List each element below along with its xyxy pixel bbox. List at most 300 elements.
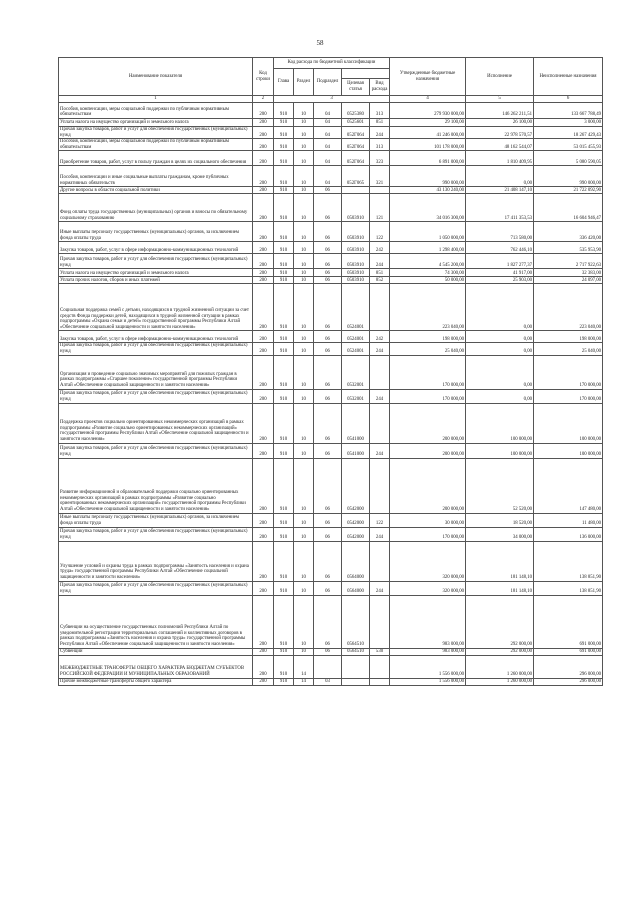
row-remaining: 336 420,00 [534,222,603,242]
row-executed: 41 917,00 [466,269,534,277]
row-name: Прочая закупка товаров, работ и услуг для обеспечения государственных (муниципальных) нужд [59,127,253,139]
row-expense-type: 242 [370,242,390,254]
row-target-article: 052Г064 [342,127,370,139]
row-podrazdel: 06 [314,648,342,655]
row-remaining: 296 000,00 [534,678,603,685]
row-executed: 0,00 [466,284,534,331]
row-remaining: 136 000,00 [534,527,603,541]
table-row [59,331,603,343]
row-podrazdel: 06 [314,541,342,581]
row-target-article: 0525601 [342,119,370,127]
row-target-article: 0532001 [342,355,370,389]
row-executed: 0,00 [466,389,534,403]
row-remaining: 53 015 455,93 [534,139,603,151]
row-name: Субвенции [59,648,253,655]
row-line-code: 200 [253,242,274,254]
row-name: Прочая закупка товаров, работ и услуг для обеспечения государственных (муниципальных) нужд [59,581,253,595]
row-expense-type [370,595,390,648]
row-line-code: 200 [253,648,274,655]
row-executed: 52 520,00 [466,458,534,513]
table-row [59,242,603,254]
row-remaining: 170 000,00 [534,389,603,403]
row-razdel: 10 [294,284,314,331]
row-name: Другие вопросы в области социальной политики [59,187,253,194]
row-executed: 1 827 277,37 [466,254,534,269]
row-razdel: 14 [294,655,314,678]
table-row [59,513,603,527]
row-podrazdel: 06 [314,222,342,242]
row-remaining: 21 722 092,90 [534,187,603,194]
row-expense-type [370,403,390,443]
row-executed: 0,00 [466,343,534,355]
row-approved: 1 050 000,00 [390,222,466,242]
row-line-code: 200 [253,139,274,151]
row-remaining: 535 953,90 [534,242,603,254]
row-remaining: 138 851,90 [534,581,603,595]
row-approved: 200 000,00 [390,403,466,443]
row-remaining: 296 000,00 [534,655,603,678]
budget-report-table [58,57,603,686]
row-executed: 17 411 353,53 [466,194,534,222]
row-razdel: 10 [294,119,314,127]
row-glava: 910 [274,458,294,513]
row-approved: 320 000,00 [390,541,466,581]
row-razdel: 10 [294,222,314,242]
row-expense-type: 122 [370,222,390,242]
row-expense-type: 851 [370,269,390,277]
row-executed: 0,00 [466,166,534,187]
row-executed: 1 260 000,00 [466,655,534,678]
row-target-article: 0542000 [342,513,370,527]
row-approved: 101 178 000,00 [390,139,466,151]
row-target-article: 0503910 [342,277,370,284]
row-expense-type: 244 [370,527,390,541]
row-name: Приобретение товаров, работ, услуг в пользу граждан в целях их социального обеспечения [59,151,253,166]
row-line-code: 200 [253,127,274,139]
header-glava: Глава [274,69,294,96]
row-razdel: 10 [294,513,314,527]
row-line-code: 200 [253,678,274,685]
row-executed: 1 810 409,95 [466,151,534,166]
row-approved: 170 000,00 [390,355,466,389]
row-glava: 910 [274,648,294,655]
row-line-code: 200 [253,166,274,187]
row-approved: 50 000,00 [390,277,466,284]
row-expense-type: 321 [370,166,390,187]
row-target-article: 0524001 [342,343,370,355]
row-podrazdel: 06 [314,254,342,269]
row-podrazdel: 06 [314,443,342,458]
row-line-code: 200 [253,222,274,242]
row-name: Фонд оплаты труда государственных (муниципальных) органов и взносы по обязательному социальному страхованию [59,194,253,222]
row-remaining: 3 000,00 [534,119,603,127]
row-glava: 910 [274,527,294,541]
row-razdel: 10 [294,343,314,355]
row-line-code: 200 [253,194,274,222]
column-index-row: 1 2 3 4 5 6 [59,96,603,103]
row-glava: 910 [274,678,294,685]
row-razdel: 14 [294,678,314,685]
row-glava: 910 [274,139,294,151]
row-remaining: 138 851,90 [534,541,603,581]
row-line-code: 200 [253,269,274,277]
row-remaining: 18 267 429,43 [534,127,603,139]
row-razdel: 10 [294,458,314,513]
row-line-code: 200 [253,403,274,443]
row-razdel: 10 [294,103,314,119]
row-name: Развитие информационной и образовательной поддержки социально ориентированных некоммерческих организаций в рамках подпрограммы «Развитие социально ориентированных некоммерческих организаций» государственной программы Республики Алтай «Обеспечение социальной защищенности и занятости населения» [59,458,253,513]
row-approved: 200 000,00 [390,458,466,513]
row-expense-type [370,458,390,513]
row-name: Улучшение условий и охраны труда в рамках подпрограммы «Занятость населения и охрана труда» государственной программы Республики Алтай «Обеспечение социальной защищенности и занятости населения» [59,541,253,581]
row-target-article [342,655,370,678]
row-target-article: 0532001 [342,389,370,403]
row-razdel: 10 [294,269,314,277]
row-glava: 910 [274,343,294,355]
row-executed: 762 446,10 [466,242,534,254]
row-approved: 43 130 240,00 [390,187,466,194]
table-row [59,119,603,127]
row-podrazdel: 04 [314,103,342,119]
row-line-code: 200 [253,458,274,513]
row-executed: 22 978 570,57 [466,127,534,139]
header-name: Наименование показателя [59,58,253,96]
row-glava: 910 [274,194,294,222]
row-target-article: 0541000 [342,443,370,458]
row-approved: 41 246 000,00 [390,127,466,139]
row-line-code: 200 [253,541,274,581]
row-expense-type: 244 [370,343,390,355]
row-target-article: 0503910 [342,222,370,242]
header-razdel: Раздел [294,69,314,96]
row-target-article [342,678,370,685]
header-executed: Исполнение [466,58,534,96]
row-target-article: 052Г064 [342,139,370,151]
row-approved: 983 000,00 [390,595,466,648]
row-glava: 910 [274,581,294,595]
row-expense-type: 852 [370,277,390,284]
row-name: МЕЖБЮДЖЕТНЫЕ ТРАНСФЕРТЫ ОБЩЕГО ХАРАКТЕРА БЮДЖЕТАМ СУБЪЕКТОВ РОССИЙСКОЙ ФЕДЕРАЦИИ И МУНИЦИПАЛЬНЫХ ОБРАЗОВАНИЙ [59,655,253,678]
row-target-article: 0524001 [342,284,370,331]
row-glava: 910 [274,443,294,458]
row-razdel: 10 [294,648,314,655]
row-razdel: 10 [294,581,314,595]
row-line-code: 200 [253,581,274,595]
row-expense-type: 323 [370,151,390,166]
row-name: Иные выплаты персоналу государственных (муниципальных) органов, за исключением фонда оплаты труда [59,222,253,242]
row-razdel: 10 [294,139,314,151]
row-executed: 18 520,00 [466,513,534,527]
table-row [59,403,603,443]
row-line-code: 200 [253,103,274,119]
row-name: Прочая закупка товаров, работ и услуг для обеспечения государственных (муниципальных) нужд [59,443,253,458]
row-razdel: 10 [294,187,314,194]
row-approved: 6 891 000,00 [390,151,466,166]
row-approved: 990 000,00 [390,166,466,187]
row-expense-type: 851 [370,119,390,127]
header-approved: Утвержденные бюджетные назначения [390,58,466,96]
row-razdel: 10 [294,166,314,187]
row-name: Организация и проведение социально значимых мероприятий для пожилых граждан в рамках подпрограммы «Старшее поколение» государственной программы Республики Алтай «Обеспечение социальной защищенности и занятости населения» [59,355,253,389]
header-podrazdel: Подраздел [314,69,342,96]
row-line-code: 200 [253,355,274,389]
row-target-article: 0503910 [342,254,370,269]
row-line-code: 200 [253,284,274,331]
row-remaining: 170 000,00 [534,355,603,389]
row-razdel: 10 [294,527,314,541]
page-number: 58 [316,39,324,47]
row-podrazdel: 06 [314,242,342,254]
table-row [59,284,603,331]
row-name: Пособия, компенсации и иные социальные выплаты гражданам, кроме публичных нормативных обязательств [59,166,253,187]
row-name: Социальная поддержка семей с детьми, находящихся в трудной жизненной ситуации за счет средств Фонда поддержки детей, находящихся в трудной жизненной ситуации в рамках подпрограммы «Охрана семьи и детей» государственной программы Республики Алтай «Обеспечение социальной защищенности и занятости населения» [59,284,253,331]
row-podrazdel: 06 [314,355,342,389]
row-target-article: 0542000 [342,458,370,513]
row-remaining: 25 040,00 [534,343,603,355]
row-razdel: 10 [294,355,314,389]
table-row [59,194,603,222]
row-podrazdel: 06 [314,194,342,222]
row-remaining: 2 717 922,63 [534,254,603,269]
header-target-article: Целевая статья [342,79,370,96]
row-name: Закупка товаров, работ, услуг в сфере информационно-коммуникационных технологий [59,331,253,343]
row-glava: 910 [274,119,294,127]
table-row [59,581,603,595]
row-remaining: 133 667 788,49 [534,103,603,119]
row-approved: 30 000,00 [390,513,466,527]
row-target-article: 0503910 [342,269,370,277]
row-glava: 910 [274,187,294,194]
row-glava: 910 [274,513,294,527]
row-expense-type [370,284,390,331]
row-podrazdel: 06 [314,581,342,595]
row-podrazdel: 06 [314,403,342,443]
row-expense-type: 244 [370,443,390,458]
row-podrazdel: 03 [314,678,342,685]
row-name: Субвенции на осуществление государственных полномочий Республики Алтай по уведомительной регистрации территориальных соглашений и коллективных договоров в рамках подпрограммы «Занятость населения и охрана труда» государственной программы Республики Алтай «Обеспечение социальной защищенности и занятости населения» [59,595,253,648]
row-target-article: 052Г065 [342,166,370,187]
row-executed: 713 580,00 [466,222,534,242]
row-line-code: 200 [253,119,274,127]
row-executed: 292 000,00 [466,595,534,648]
table-row [59,166,603,187]
table-row [59,355,603,389]
header-remaining: Неисполненные назначения [534,58,603,96]
row-name: Уплата налога на имущество организаций и земельного налога [59,269,253,277]
row-line-code: 200 [253,343,274,355]
row-name: Пособия, компенсации, меры социальной поддержки по публичным нормативным обязательствам [59,103,253,119]
row-line-code: 200 [253,443,274,458]
row-approved: 983 000,00 [390,648,466,655]
row-razdel: 10 [294,254,314,269]
row-name: Прочие межбюджетные трансферты общего характера [59,678,253,685]
row-name: Пособия, компенсации, меры социальной поддержки по публичным нормативным обязательствам [59,139,253,151]
row-target-article: 0524001 [342,331,370,343]
table-row [59,269,603,277]
row-approved: 74 300,00 [390,269,466,277]
row-glava: 910 [274,269,294,277]
row-executed: 0,00 [466,331,534,343]
row-target-article: 0564510 [342,595,370,648]
row-line-code: 200 [253,655,274,678]
row-approved: 4 545 200,00 [390,254,466,269]
table-row [59,127,603,139]
row-approved: 29 100,00 [390,119,466,127]
row-executed: 146 262 211,51 [466,103,534,119]
row-approved: 200 000,00 [390,443,466,458]
row-executed: 100 000,00 [466,443,534,458]
row-remaining: 100 000,00 [534,403,603,443]
row-glava: 910 [274,166,294,187]
row-podrazdel [314,655,342,678]
row-razdel: 10 [294,595,314,648]
row-target-article: 0564000 [342,541,370,581]
row-glava: 910 [274,331,294,343]
row-name: Уплата прочих налогов, сборов и иных платежей [59,277,253,284]
row-name: Прочая закупка товаров, работ и услуг для обеспечения государственных (муниципальных) нужд [59,389,253,403]
row-line-code: 200 [253,187,274,194]
row-razdel: 10 [294,127,314,139]
row-razdel: 10 [294,242,314,254]
row-podrazdel: 06 [314,187,342,194]
row-podrazdel: 06 [314,595,342,648]
row-executed: 100 000,00 [466,403,534,443]
row-line-code: 200 [253,595,274,648]
row-expense-type [370,541,390,581]
row-executed: 1 260 000,00 [466,678,534,685]
row-name: Закупка товаров, работ, услуг в сфере информационно-коммуникационных технологий [59,242,253,254]
row-executed: 25 903,00 [466,277,534,284]
header-line-code: Код строки [253,58,274,96]
row-name: Прочая закупка товаров, работ и услуг для обеспечения государственных (муниципальных) нужд [59,343,253,355]
row-podrazdel: 04 [314,139,342,151]
row-remaining: 100 000,00 [534,443,603,458]
row-remaining: 24 097,00 [534,277,603,284]
row-razdel: 10 [294,194,314,222]
row-glava: 910 [274,403,294,443]
table-row [59,254,603,269]
row-approved: 25 040,00 [390,343,466,355]
row-target-article: 0564000 [342,581,370,595]
row-glava: 910 [274,655,294,678]
row-remaining: 16 604 946,47 [534,194,603,222]
row-remaining: 691 000,00 [534,595,603,648]
row-podrazdel: 06 [314,513,342,527]
row-approved: 223 040,00 [390,284,466,331]
row-expense-type: 530 [370,648,390,655]
table-row [59,389,603,403]
row-line-code: 200 [253,513,274,527]
row-line-code: 200 [253,254,274,269]
row-glava: 910 [274,595,294,648]
table-row [59,443,603,458]
table-row [59,648,603,655]
row-podrazdel: 06 [314,284,342,331]
row-expense-type: 122 [370,513,390,527]
row-expense-type: 244 [370,254,390,269]
row-razdel: 10 [294,443,314,458]
row-target-article: 0542000 [342,527,370,541]
table-row [59,139,603,151]
row-glava: 910 [274,284,294,331]
row-expense-type [370,655,390,678]
row-razdel: 10 [294,389,314,403]
row-remaining: 11 480,00 [534,513,603,527]
row-target-article: 0541000 [342,403,370,443]
row-podrazdel: 04 [314,166,342,187]
table-row [59,678,603,685]
row-podrazdel: 06 [314,269,342,277]
row-remaining: 5 080 590,05 [534,151,603,166]
row-glava: 910 [274,254,294,269]
row-expense-type [370,187,390,194]
row-podrazdel: 04 [314,127,342,139]
row-razdel: 10 [294,151,314,166]
row-remaining: 223 040,00 [534,284,603,331]
row-approved: 198 000,00 [390,331,466,343]
row-expense-type: 244 [370,581,390,595]
row-line-code: 200 [253,277,274,284]
row-remaining: 147 480,00 [534,458,603,513]
table-row [59,151,603,166]
row-approved: 34 016 300,00 [390,194,466,222]
row-line-code: 200 [253,151,274,166]
row-approved: 170 000,00 [390,389,466,403]
row-glava: 910 [274,222,294,242]
row-target-article: 052Г064 [342,151,370,166]
row-razdel: 10 [294,331,314,343]
row-name: Уплата налога на имущество организаций и земельного налога [59,119,253,127]
row-expense-type: 313 [370,103,390,119]
row-approved: 170 000,00 [390,527,466,541]
row-executed: 48 162 544,07 [466,139,534,151]
row-razdel: 10 [294,277,314,284]
row-podrazdel: 06 [314,389,342,403]
row-expense-type [370,355,390,389]
row-expense-type: 244 [370,389,390,403]
row-line-code: 200 [253,331,274,343]
table-row [59,187,603,194]
row-approved: 1 298 400,00 [390,242,466,254]
row-podrazdel: 06 [314,343,342,355]
row-approved: 1 556 000,00 [390,678,466,685]
header-classification-group: Код расхода по бюджетной классификации [274,58,390,69]
row-executed: 26 100,00 [466,119,534,127]
table-row [59,222,603,242]
row-podrazdel: 06 [314,458,342,513]
row-line-code: 200 [253,527,274,541]
table-row [59,343,603,355]
table-row [59,655,603,678]
table-row [59,458,603,513]
row-expense-type: 121 [370,194,390,222]
row-expense-type: 244 [370,127,390,139]
row-target-article: 0503910 [342,194,370,222]
row-glava: 910 [274,151,294,166]
row-executed: 181 148,10 [466,581,534,595]
row-expense-type: 242 [370,331,390,343]
row-podrazdel: 04 [314,151,342,166]
table-row [59,103,603,119]
row-podrazdel: 04 [314,119,342,127]
row-target-article: 0503910 [342,242,370,254]
row-executed: 292 000,00 [466,648,534,655]
row-glava: 910 [274,242,294,254]
row-remaining: 198 000,00 [534,331,603,343]
row-glava: 910 [274,277,294,284]
row-podrazdel: 06 [314,331,342,343]
row-glava: 910 [274,541,294,581]
